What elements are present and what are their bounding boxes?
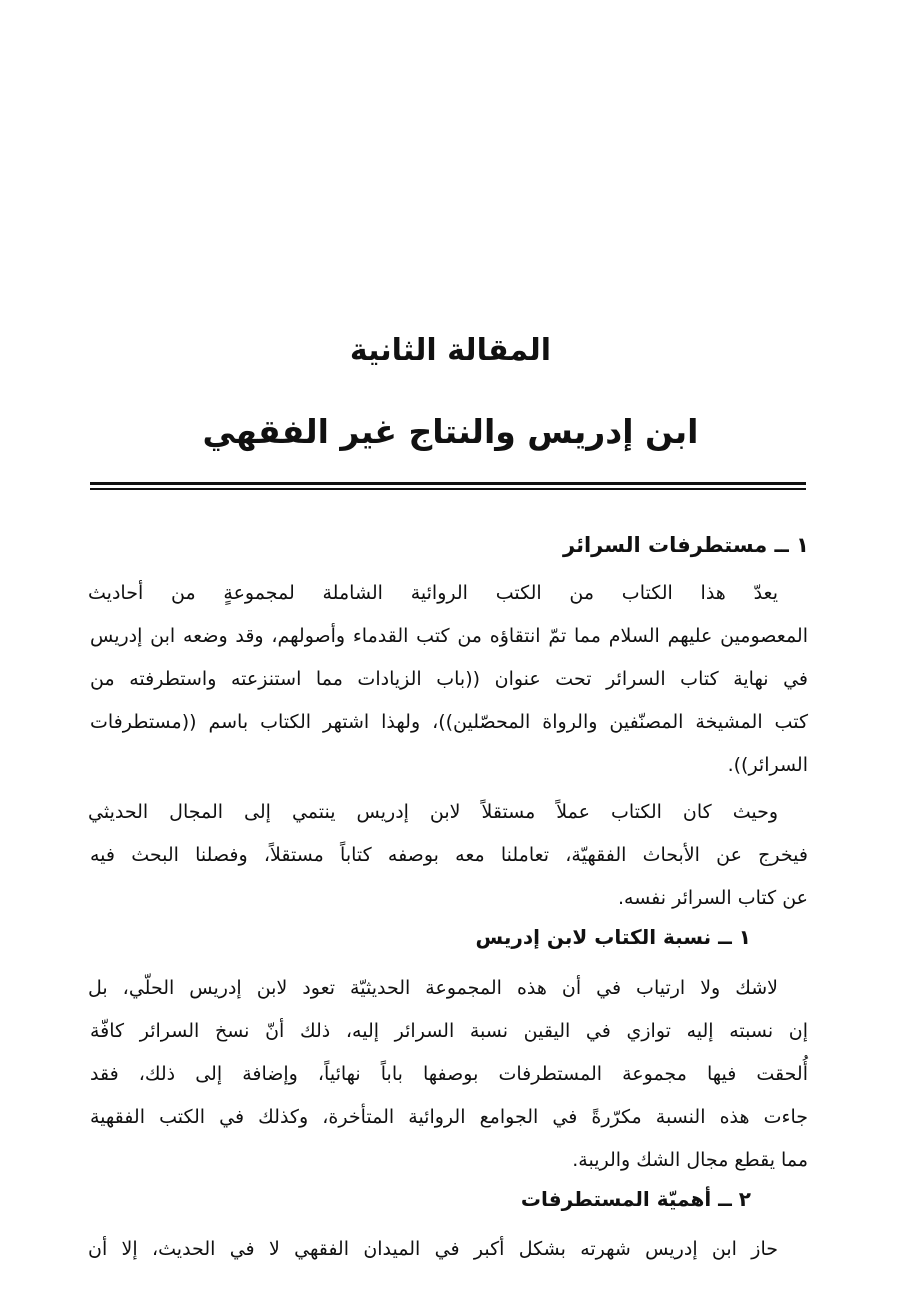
paragraph-3-line-5: مما يقطع مجال الشك والريبة. [572,1149,808,1171]
paragraph-2-line-3: عن كتاب السرائر نفسه. [618,887,808,909]
paragraph-4-line-1: حاز ابن إدريس شهرته بشكل أكبر في الميدان الفقهي لا في الحديث، إلا أن [88,1238,778,1260]
paragraph-1-line-4: كتب المشيخة المصنّفين والرواة المحصّلين))، ولهذا اشتهر الكتاب باسم ((مستطرفات [90,711,808,733]
paragraph-1-line-3: في نهاية كتاب السرائر تحت عنوان ((باب الزيادات مما استنزعته واستطرفته من [90,668,808,690]
subsection-heading-1: ١ ــ نسبة الكتاب لابن إدريس [475,925,751,949]
paragraph-3-line-1: لاشك ولا ارتياب في أن هذه المجموعة الحديثيّة تعود لابن إدريس الحلّي، بل [88,977,778,999]
paragraph-1-line-1: يعدّ هذا الكتاب من الكتب الروائية الشاملة لمجموعةٍ من أحاديث [88,582,778,604]
paragraph-3-line-3: أُلحقت فيها مجموعة المستطرفات بوصفها باباً نهائياً، وإضافة إلى ذلك، فقد [90,1063,808,1085]
paragraph-1-line-5: السرائر)). [727,754,808,776]
subsection-heading-2: ٢ ــ أهميّة المستطرفات [520,1187,751,1211]
article-subtitle: ابن إدريس والنتاج غير الفقهي [202,412,699,451]
paragraph-1-line-2: المعصومين عليهم السلام مما تمّ انتقاؤه من كتب القدماء وأصولهم، وقد وضعه ابن إدريس [90,625,808,647]
paragraph-2-line-1: وحيث كان الكتاب عملاً مستقلاً لابن إدريس ينتمي إلى المجال الحديثي [88,801,778,823]
paragraph-3-line-4: جاءت هذه النسبة مكرّرةً في الجوامع الروائية المتأخرة، وكذلك في الكتب الفقهية [90,1106,808,1128]
title-divider-thin [90,488,806,490]
paragraph-2-line-2: فيخرج عن الأبحاث الفقهيّة، تعاملنا معه بوصفه كتاباً مستقلاً، وفصلنا البحث فيه [90,844,808,866]
paragraph-3-line-2: إن نسبته إليه توازي في اليقين نسبة السرائر إليه، ذلك أنّ نسخ السرائر كافّة [90,1020,808,1042]
section-heading-1: ١ ــ مستطرفات السرائر [563,533,809,557]
title-divider-thick [90,482,806,485]
article-title: المقالة الثانية [349,333,552,368]
